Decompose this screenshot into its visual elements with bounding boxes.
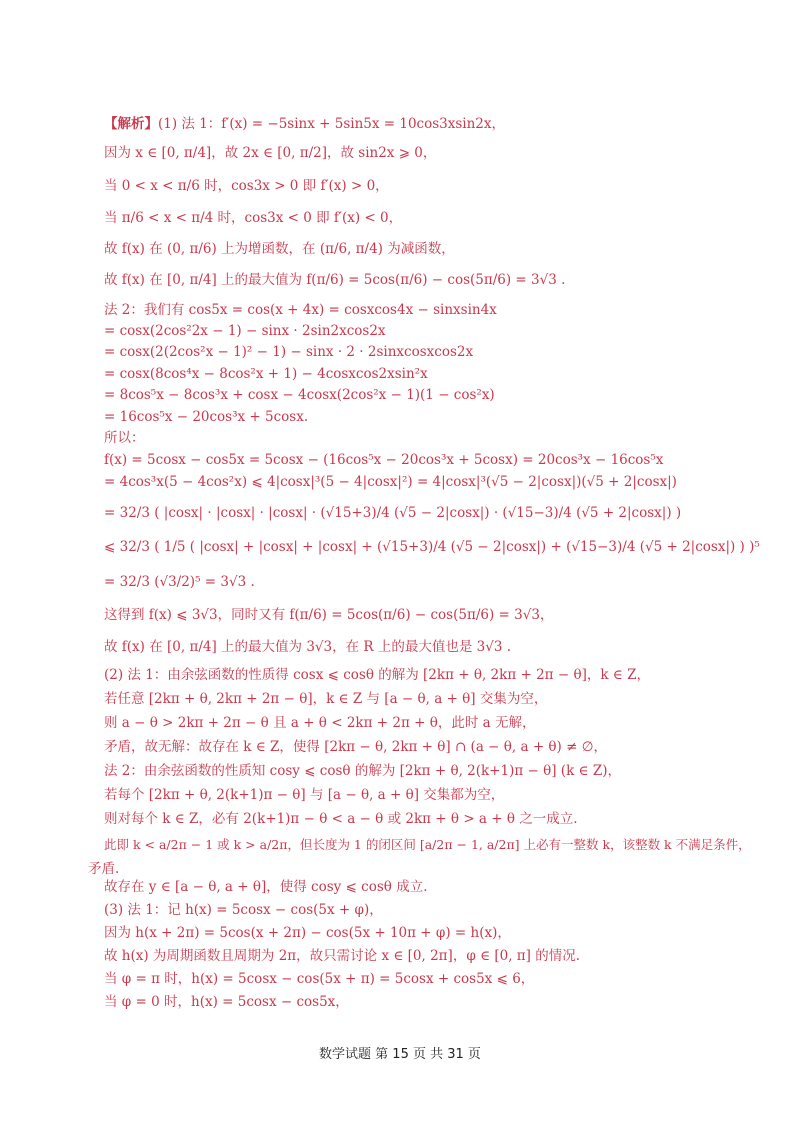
- solution-line-18: = 32/3 (√3/2)⁵ = 3√3 .: [104, 574, 255, 590]
- solution-line-14: f(x) = 5cosx − cos5x = 5cosx − (16cos⁵x − 20cos³x + 5cosx) = 20cos³x − 16cos⁵x: [104, 452, 664, 468]
- solution-line-33: 故 h(x) 为周期函数且周期为 2π，故只需讨论 x ∈ [0, 2π]，φ ∈ [0, π] 的情况.: [104, 948, 581, 964]
- solution-line-9: = cosx(2(2cos²x − 1)² − 1) − sinx · 2 · 2sinxcosxcos2x: [104, 344, 474, 360]
- solution-line-8: = cosx(2cos²2x − 1) − sinx · 2sin2xcos2x: [104, 323, 386, 339]
- solution-line-4: 当 π/6 < x < π/4 时，cos3x < 0 即 f′(x) < 0，: [104, 210, 403, 226]
- solution-line-17: ⩽ 32/3 ( 1/5 ( |cosx| + |cosx| + |cosx| + (√15+3)/4 (√5 − 2|cosx|) + (√15−3)/4 (√5 + 2|cosx|) ) )⁵: [104, 539, 760, 555]
- solution-line-11: = 8cos⁵x − 8cos³x + cosx − 4cosx(2cos²x − 1)(1 − cos²x): [104, 387, 495, 403]
- solution-text: (1) 法 1：f′(x) = −5sinx + 5sin5x = 10cos3xsin2x，: [158, 116, 506, 132]
- solution-line-24: 矛盾，故无解：故存在 k ∈ Z，使得 [2kπ − θ, 2kπ + θ] ∩ (a − θ, a + θ) ≠ ∅，: [104, 739, 607, 755]
- solution-line-20: 故 f(x) 在 [0, π/4] 上的最大值为 3√3，在 R 上的最大值也是 3√3 .: [104, 639, 511, 655]
- solution-line-7: 法 2：我们有 cos5x = cos(x + 4x) = cosxcos4x − sinxsin4x: [104, 302, 497, 318]
- solution-line-10: = cosx(8cos⁴x − 8cos²x + 1) − 4cosxcos2xsin²x: [104, 366, 428, 382]
- solution-heading: 【解析】: [104, 116, 158, 132]
- solution-line-25: 法 2：由余弦函数的性质知 cosy ⩽ cosθ 的解为 [2kπ + θ, 2(k+1)π − θ] (k ∈ Z)，: [104, 763, 621, 779]
- solution-line-23: 则 a − θ > 2kπ + 2π − θ 且 a + θ < 2kπ + 2π + θ，此时 a 无解，: [104, 715, 536, 731]
- solution-line-3: 当 0 < x < π/6 时，cos3x > 0 即 f′(x) > 0，: [104, 178, 389, 194]
- solution-line-5: 故 f(x) 在 (0, π/6) 上为增函数，在 (π/6, π/4) 为减函数，: [104, 241, 455, 257]
- solution-line-30: 故存在 y ∈ [a − θ, a + θ]，使得 cosy ⩽ cosθ 成立.: [104, 879, 428, 895]
- solution-line-15: = 4cos³x(5 − 4cos²x) ⩽ 4|cosx|³(5 − 4|cosx|²) = 4|cosx|³(√5 − 2|cosx|)(√5 + 2|cosx|): [104, 474, 677, 490]
- solution-line-13: 所以：: [104, 430, 145, 446]
- solution-line-21: (2) 法 1：由余弦函数的性质得 cosx ⩽ cosθ 的解为 [2kπ + θ, 2kπ + 2π − θ]，k ∈ Z，: [104, 667, 650, 683]
- solution-line-22: 若任意 [2kπ + θ, 2kπ + 2π − θ]，k ∈ Z 与 [a − θ, a + θ] 交集为空，: [104, 691, 548, 707]
- solution-line-27: 则对每个 k ∈ Z，必有 2(k+1)π − θ < a − θ 或 2kπ + θ > a + θ 之一成立.: [104, 811, 578, 827]
- solution-line-29: 矛盾.: [88, 861, 120, 877]
- solution-line-12: = 16cos⁵x − 20cos³x + 5cosx.: [104, 409, 309, 425]
- page-footer: 数学试题 第 15 页 共 31 页: [319, 1047, 481, 1062]
- solution-line-16: = 32/3 ( |cosx| · |cosx| · |cosx| · (√15+3)/4 (√5 − 2|cosx|) · (√15−3)/4 (√5 + 2|cosx|) ): [104, 505, 682, 521]
- solution-line-34: 当 φ = π 时，h(x) = 5cosx − cos(5x + π) = 5cosx + cos5x ⩽ 6，: [104, 971, 535, 987]
- solution-line-35: 当 φ = 0 时，h(x) = 5cosx − cos5x，: [104, 994, 349, 1010]
- solution-line-32: 因为 h(x + 2π) = 5cos(x + 2π) − cos(5x + 10π + φ) = h(x)，: [104, 925, 511, 941]
- solution-line-2: 因为 x ∈ [0, π/4]，故 2x ∈ [0, π/2]，故 sin2x ⩾ 0，: [104, 145, 437, 161]
- solution-line-19: 这得到 f(x) ⩽ 3√3，同时又有 f(π/6) = 5cos(π/6) − cos(5π/6) = 3√3，: [104, 607, 554, 623]
- solution-line-31: (3) 法 1：记 h(x) = 5cosx − cos(5x + φ)，: [104, 902, 383, 918]
- solution-line-6: 故 f(x) 在 [0, π/4] 上的最大值为 f(π/6) = 5cos(π/6) − cos(5π/6) = 3√3 .: [104, 272, 566, 288]
- solution-line-28: 此即 k < a/2π − 1 或 k > a/2π，但长度为 1 的闭区间 [a/2π − 1, a/2π] 上必有一整数 k，该整数 k 不满足条件，: [104, 837, 751, 852]
- solution-line-1: [104, 114, 505, 134]
- solution-line-26: 若每个 [2kπ + θ, 2(k+1)π − θ] 与 [a − θ, a + θ] 交集都为空，: [104, 787, 505, 803]
